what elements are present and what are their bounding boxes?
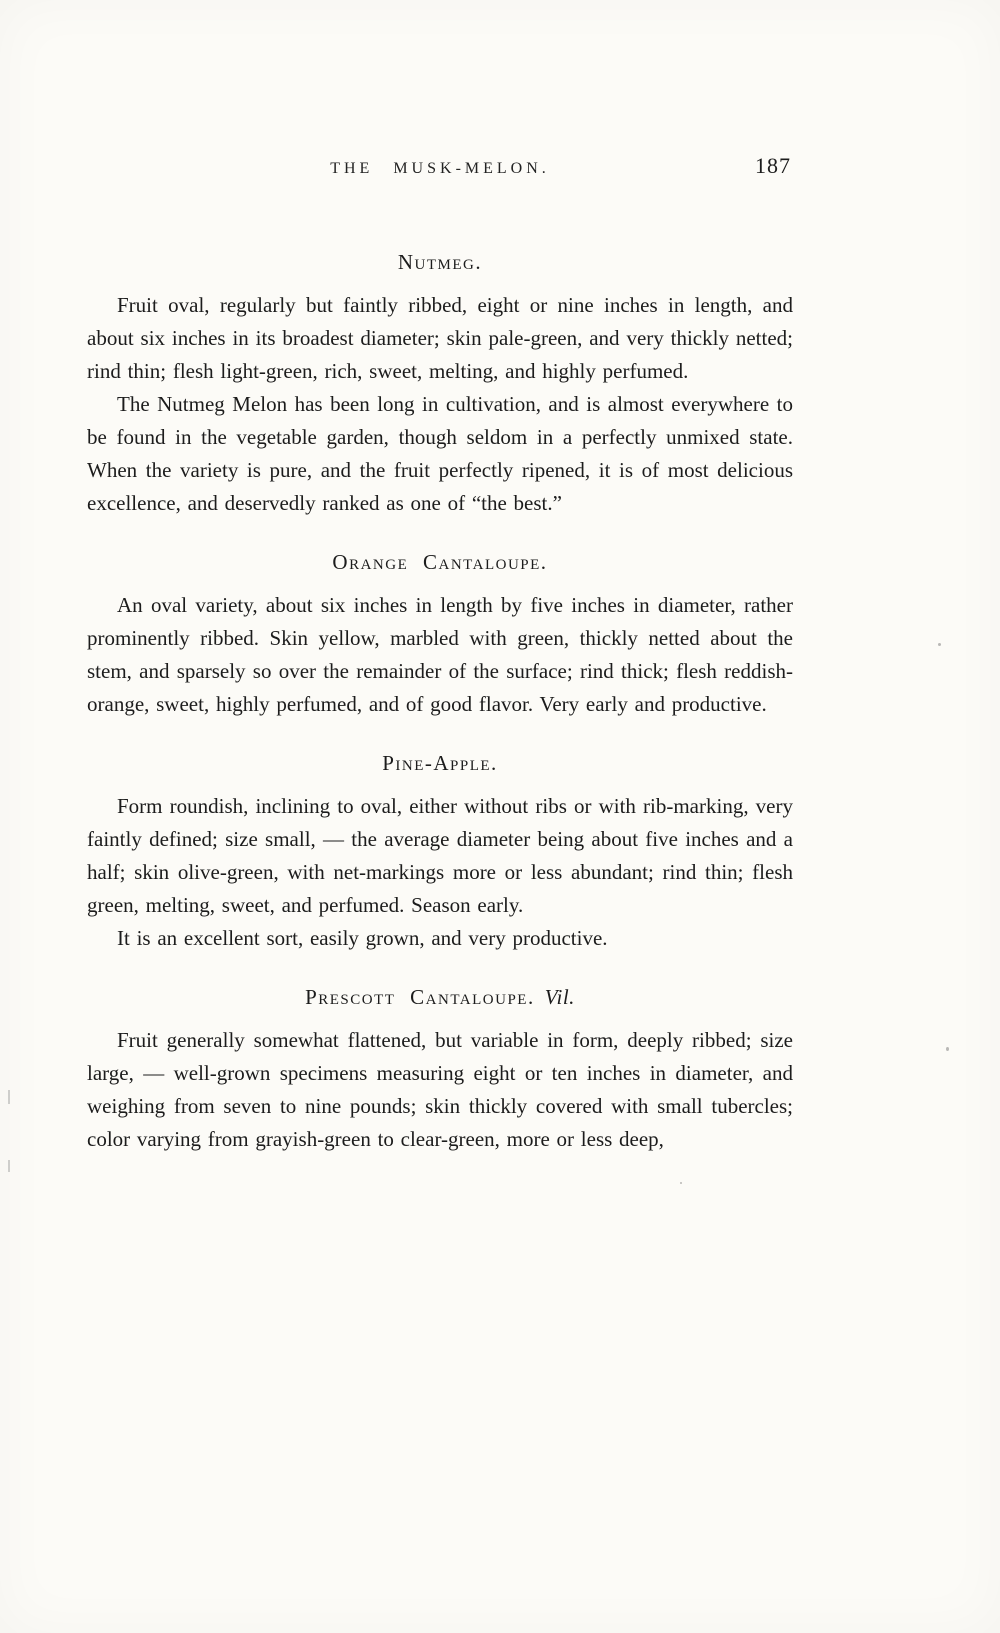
paragraph-pine-apple-2: It is an excellent sort, easily grown, and very productive. (117, 926, 608, 950)
section-nutmeg (87, 250, 793, 520)
page-body (87, 250, 793, 1156)
section-prescott-cantaloupe (87, 985, 793, 1156)
scan-speck (938, 643, 941, 646)
section-heading-prescott-cantaloupe (87, 985, 793, 1010)
section-heading-pine-apple: Pine-Apple. (382, 751, 498, 775)
text-block (87, 153, 793, 1156)
paragraph-orange-cantaloupe-1: An oval variety, about six inches in length by five inches in diameter, rather prominently ribbed. Skin yellow, marbled with green, thickly netted about the stem, and sparsely so over the remainder of the surface; rind thick; flesh reddish-orange, sweet, highly perfumed, and of good flavor. Very early and productive. (87, 593, 793, 716)
scan-speck (8, 1160, 10, 1172)
section-pine-apple (87, 751, 793, 955)
section-heading-text: Prescott Cantaloupe. (305, 985, 535, 1009)
section-heading-attribution: Vil. (544, 985, 575, 1009)
page-header (87, 153, 793, 188)
running-head: THE MUSK-MELON. (330, 160, 550, 177)
section-heading-orange-cantaloupe: Orange Cantaloupe. (332, 550, 548, 574)
scan-speck (946, 1047, 949, 1051)
paragraph-nutmeg-2: The Nutmeg Melon has been long in cultivation, and is almost everywhere to be found in the vegetable garden, though seldom in a perfectly unmixed state. When the variety is pure, and the fruit perfectly ripened, it is of most delicious excellence, and deservedly ranked as one of “the best.” (87, 392, 793, 515)
page-number: 187 (755, 153, 791, 178)
paragraph-pine-apple-1: Form roundish, inclining to oval, either without ribs or with rib-marking, very faintly defined; size small, — the average diameter being about five inches and a half; skin olive-green, with net-markings more or less abundant; rind thin; flesh green, melting, sweet, and perfumed. Season early. (87, 794, 793, 917)
section-heading-nutmeg: Nutmeg. (397, 250, 483, 274)
scan-speck (680, 1182, 682, 1184)
paragraph-prescott-cantaloupe-1: Fruit generally somewhat flattened, but variable in form, deeply ribbed; size large, — well-grown specimens measuring eight or ten inches in diameter, and weighing from seven to nine pounds; skin thickly covered with small tubercles; color varying from grayish-green to clear-green, more or less deep, (87, 1028, 793, 1151)
paragraph-nutmeg-1: Fruit oval, regularly but faintly ribbed, eight or nine inches in length, and about six inches in its broadest diameter; skin pale-green, and very thickly netted; rind thin; flesh light-green, rich, sweet, melting, and highly perfumed. (87, 293, 793, 383)
scan-speck (8, 1090, 10, 1104)
section-orange-cantaloupe (87, 550, 793, 721)
